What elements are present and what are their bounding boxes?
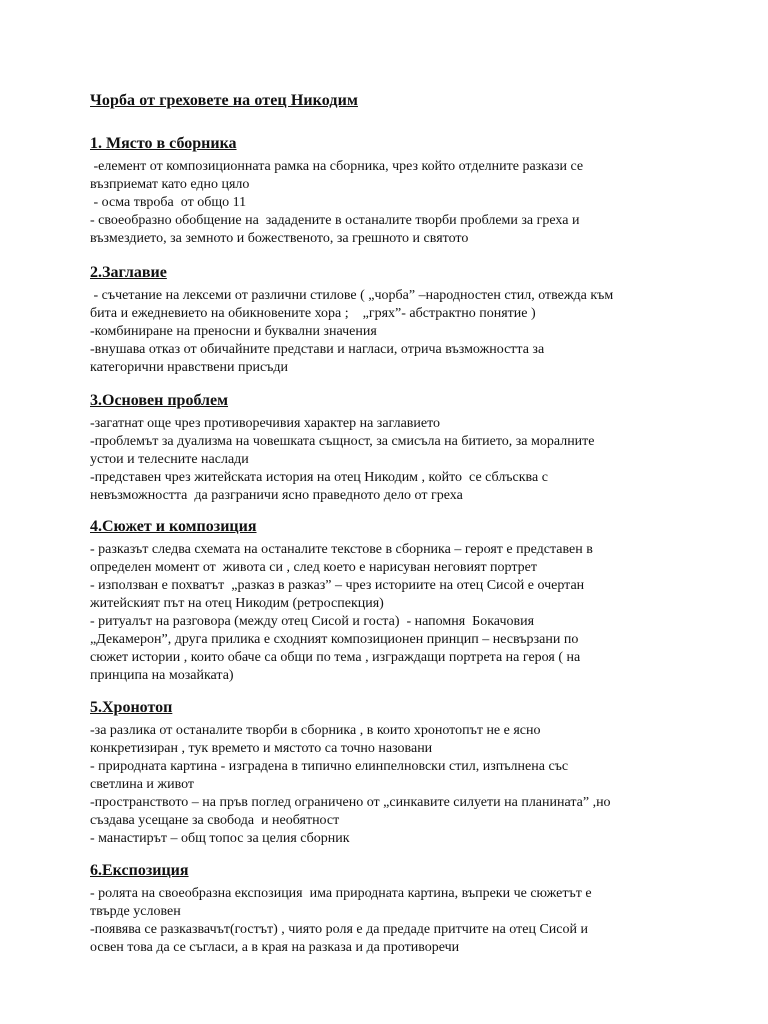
section-plot-composition (90, 517, 690, 685)
text-line: сюжет истории , които обаче са общи по тема , изграждащи портрета на героя ( на (90, 650, 581, 665)
text-line: -пространството – на пръв поглед ограничено от „синкавите силуети на планината” ,но (90, 795, 611, 810)
text-line: категорични нравствени присъди (90, 360, 289, 375)
section-exposition (90, 861, 690, 957)
text-line: светлина и живот (90, 777, 195, 792)
section-main-problem (90, 391, 690, 505)
text-line: „Декамерон”, друга прилика е сходният композиционен принцип – несвързани по (90, 632, 579, 647)
section-title-analysis (90, 263, 690, 377)
text-line: -внушава отказ от обичайните представи и нагласи, отрича възможността за (90, 342, 545, 357)
text-line: - ритуалът на разговора (между отец Сисой и госта) - напомня Бокачовия (90, 614, 535, 629)
text-line: възмездието, за земното и божественото, за грешното и святото (90, 231, 469, 246)
text-line: - природната картина - изградена в типично елинпелновски стил, изпълнена със (90, 759, 569, 774)
section-heading: 3.Основен проблем (90, 392, 229, 409)
text-line: устои и телесните наслади (90, 452, 249, 467)
text-line: -комбиниране на преносни и буквални значения (90, 324, 377, 339)
text-line: - разказът следва схемата на останалите текстове в сборника – героят е представен в (90, 542, 593, 557)
text-line: -появява се разказвачът(гостът) , чиято роля е да предаде притчите на отец Сисой и (90, 922, 588, 937)
text-line: -елемент от композиционната рамка на сборника, чрез който отделните разкази се (90, 159, 584, 174)
text-line: - използван е похватът „разказ в разказ” – чрез историите на отец Сисой е очертан (90, 578, 585, 593)
text-line: бита и ежедневието на обикновените хора ; „грях”- абстрактно понятие ) (90, 306, 536, 321)
text-line: - осма твроба от общо 11 (90, 195, 247, 210)
text-line: - съчетание на лексеми от различни стилове ( „чорба” –народностен стил, отвежда към (90, 288, 614, 303)
text-line: -представен чрез житейската история на отец Никодим , който се сблъсква с (90, 470, 548, 485)
section-heading: 4.Сюжет и композиция (90, 518, 257, 535)
text-line: житейският път на отец Никодим (ретроспекция) (90, 596, 384, 611)
text-line: възприемат като едно цяло (90, 177, 250, 192)
text-line: освен това да се съгласи, а в края на разказа и да противоречи (90, 940, 460, 955)
text-line: - ролята на своеобразна експозиция има природната картина, въпреки че сюжетът е (90, 886, 592, 901)
section-chronotope (90, 698, 690, 848)
text-line: определен момент от живота си , след което е нарисуван неговият портрет (90, 560, 537, 575)
section-heading: 5.Хронотоп (90, 699, 173, 716)
text-line: -за разлика от останалите творби в сборника , в които хронотопът не е ясно (90, 723, 541, 738)
text-line: конкретизиран , тук времето и мястото са точно назовани (90, 741, 433, 756)
section-place-in-collection (90, 134, 690, 248)
text-line: - своеобразно обобщение на зададените в останалите творби проблеми за греха и (90, 213, 580, 228)
text-line: -загатнат още чрез противоречивия характер на заглавието (90, 416, 441, 431)
text-line: принципа на мозайката) (90, 668, 234, 683)
text-line: създава усещане за свобода и необятност (90, 813, 340, 828)
text-line: невъзможността да разграничи ясно праведното дело от греха (90, 488, 463, 503)
text-line: твърде условен (90, 904, 181, 919)
document-title: Чорба от греховете на отец Никодим (90, 92, 358, 109)
text-line: -проблемът за дуализма на човешката същност, за смисъла на битието, за моралните (90, 434, 595, 449)
section-heading: 6.Експозиция (90, 862, 189, 879)
text-line: - манастирът – общ топос за целия сборник (90, 831, 350, 846)
section-heading: 1. Място в сборника (90, 135, 237, 152)
section-heading: 2.Заглавие (90, 264, 167, 281)
